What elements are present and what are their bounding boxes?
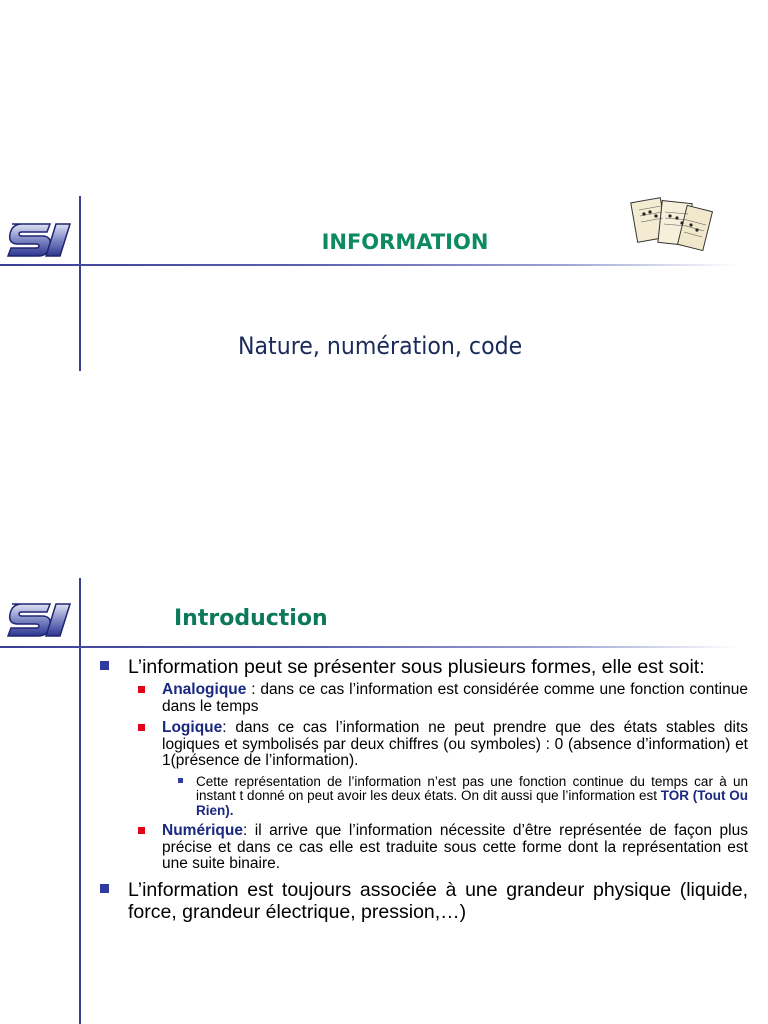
bullet-square-icon	[100, 884, 109, 893]
si-logo-icon	[6, 598, 76, 642]
bullet-square-icon	[138, 724, 145, 731]
music-sheets-icon	[630, 196, 716, 258]
slide-title: Introduction	[174, 606, 328, 631]
list-item-logic	[100, 720, 748, 770]
horizontal-rule	[0, 646, 740, 648]
bullet-square-icon	[100, 661, 109, 670]
bullet-text: L’information est toujours associée à une grandeur physique (liquide, force, grandeur électrique, pression,…)	[128, 878, 748, 923]
bullet-square-icon	[178, 778, 183, 783]
list-item-analog	[100, 682, 748, 715]
horizontal-rule	[0, 264, 740, 266]
bullet-list	[100, 656, 748, 927]
bullet-text: L’information peut se présenter sous plusieurs formes, elle est soit:	[128, 656, 705, 678]
term-analogique: Analogique	[162, 681, 247, 698]
definition-text: : dans ce cas l’information ne peut prendre que des états stables dits logiques et symbolisés par deux chiffres (ou symboles) : 0 (absence d’information) et 1(présence de l’information).	[162, 719, 748, 769]
tor-term: TOR (Tout Ou Rien).	[196, 788, 748, 818]
term-numerique: Numérique	[162, 822, 243, 839]
detail-text: Cette représentation de l’information n’est pas une fonction continue du temps car à un instant t donné on peut avoir les deux états. On dit aussi que l’information est	[196, 773, 748, 803]
term-logique: Logique	[162, 719, 223, 736]
list-item	[100, 656, 748, 678]
bullet-square-icon	[138, 827, 145, 834]
definition-text: : il arrive que l’information nécessite d’être représentée de façon plus précise et dans ce cas elle est traduite sous cette forme dont la représentation est une suite binaire.	[162, 822, 748, 872]
slide-title: INFORMATION	[321, 230, 489, 254]
list-item-logic-detail	[100, 775, 748, 819]
bullet-square-icon	[138, 686, 145, 693]
list-item-numeric	[100, 823, 748, 873]
definition-text: : dans ce cas l’information est considérée comme une fonction continue dans le temps	[162, 681, 748, 715]
slide-subtitle: Nature, numération, code	[238, 332, 523, 360]
si-logo-icon	[6, 218, 76, 262]
vertical-rule	[79, 196, 81, 371]
vertical-rule	[79, 578, 81, 1024]
list-item	[100, 879, 748, 923]
introduction-slide	[0, 512, 768, 1024]
